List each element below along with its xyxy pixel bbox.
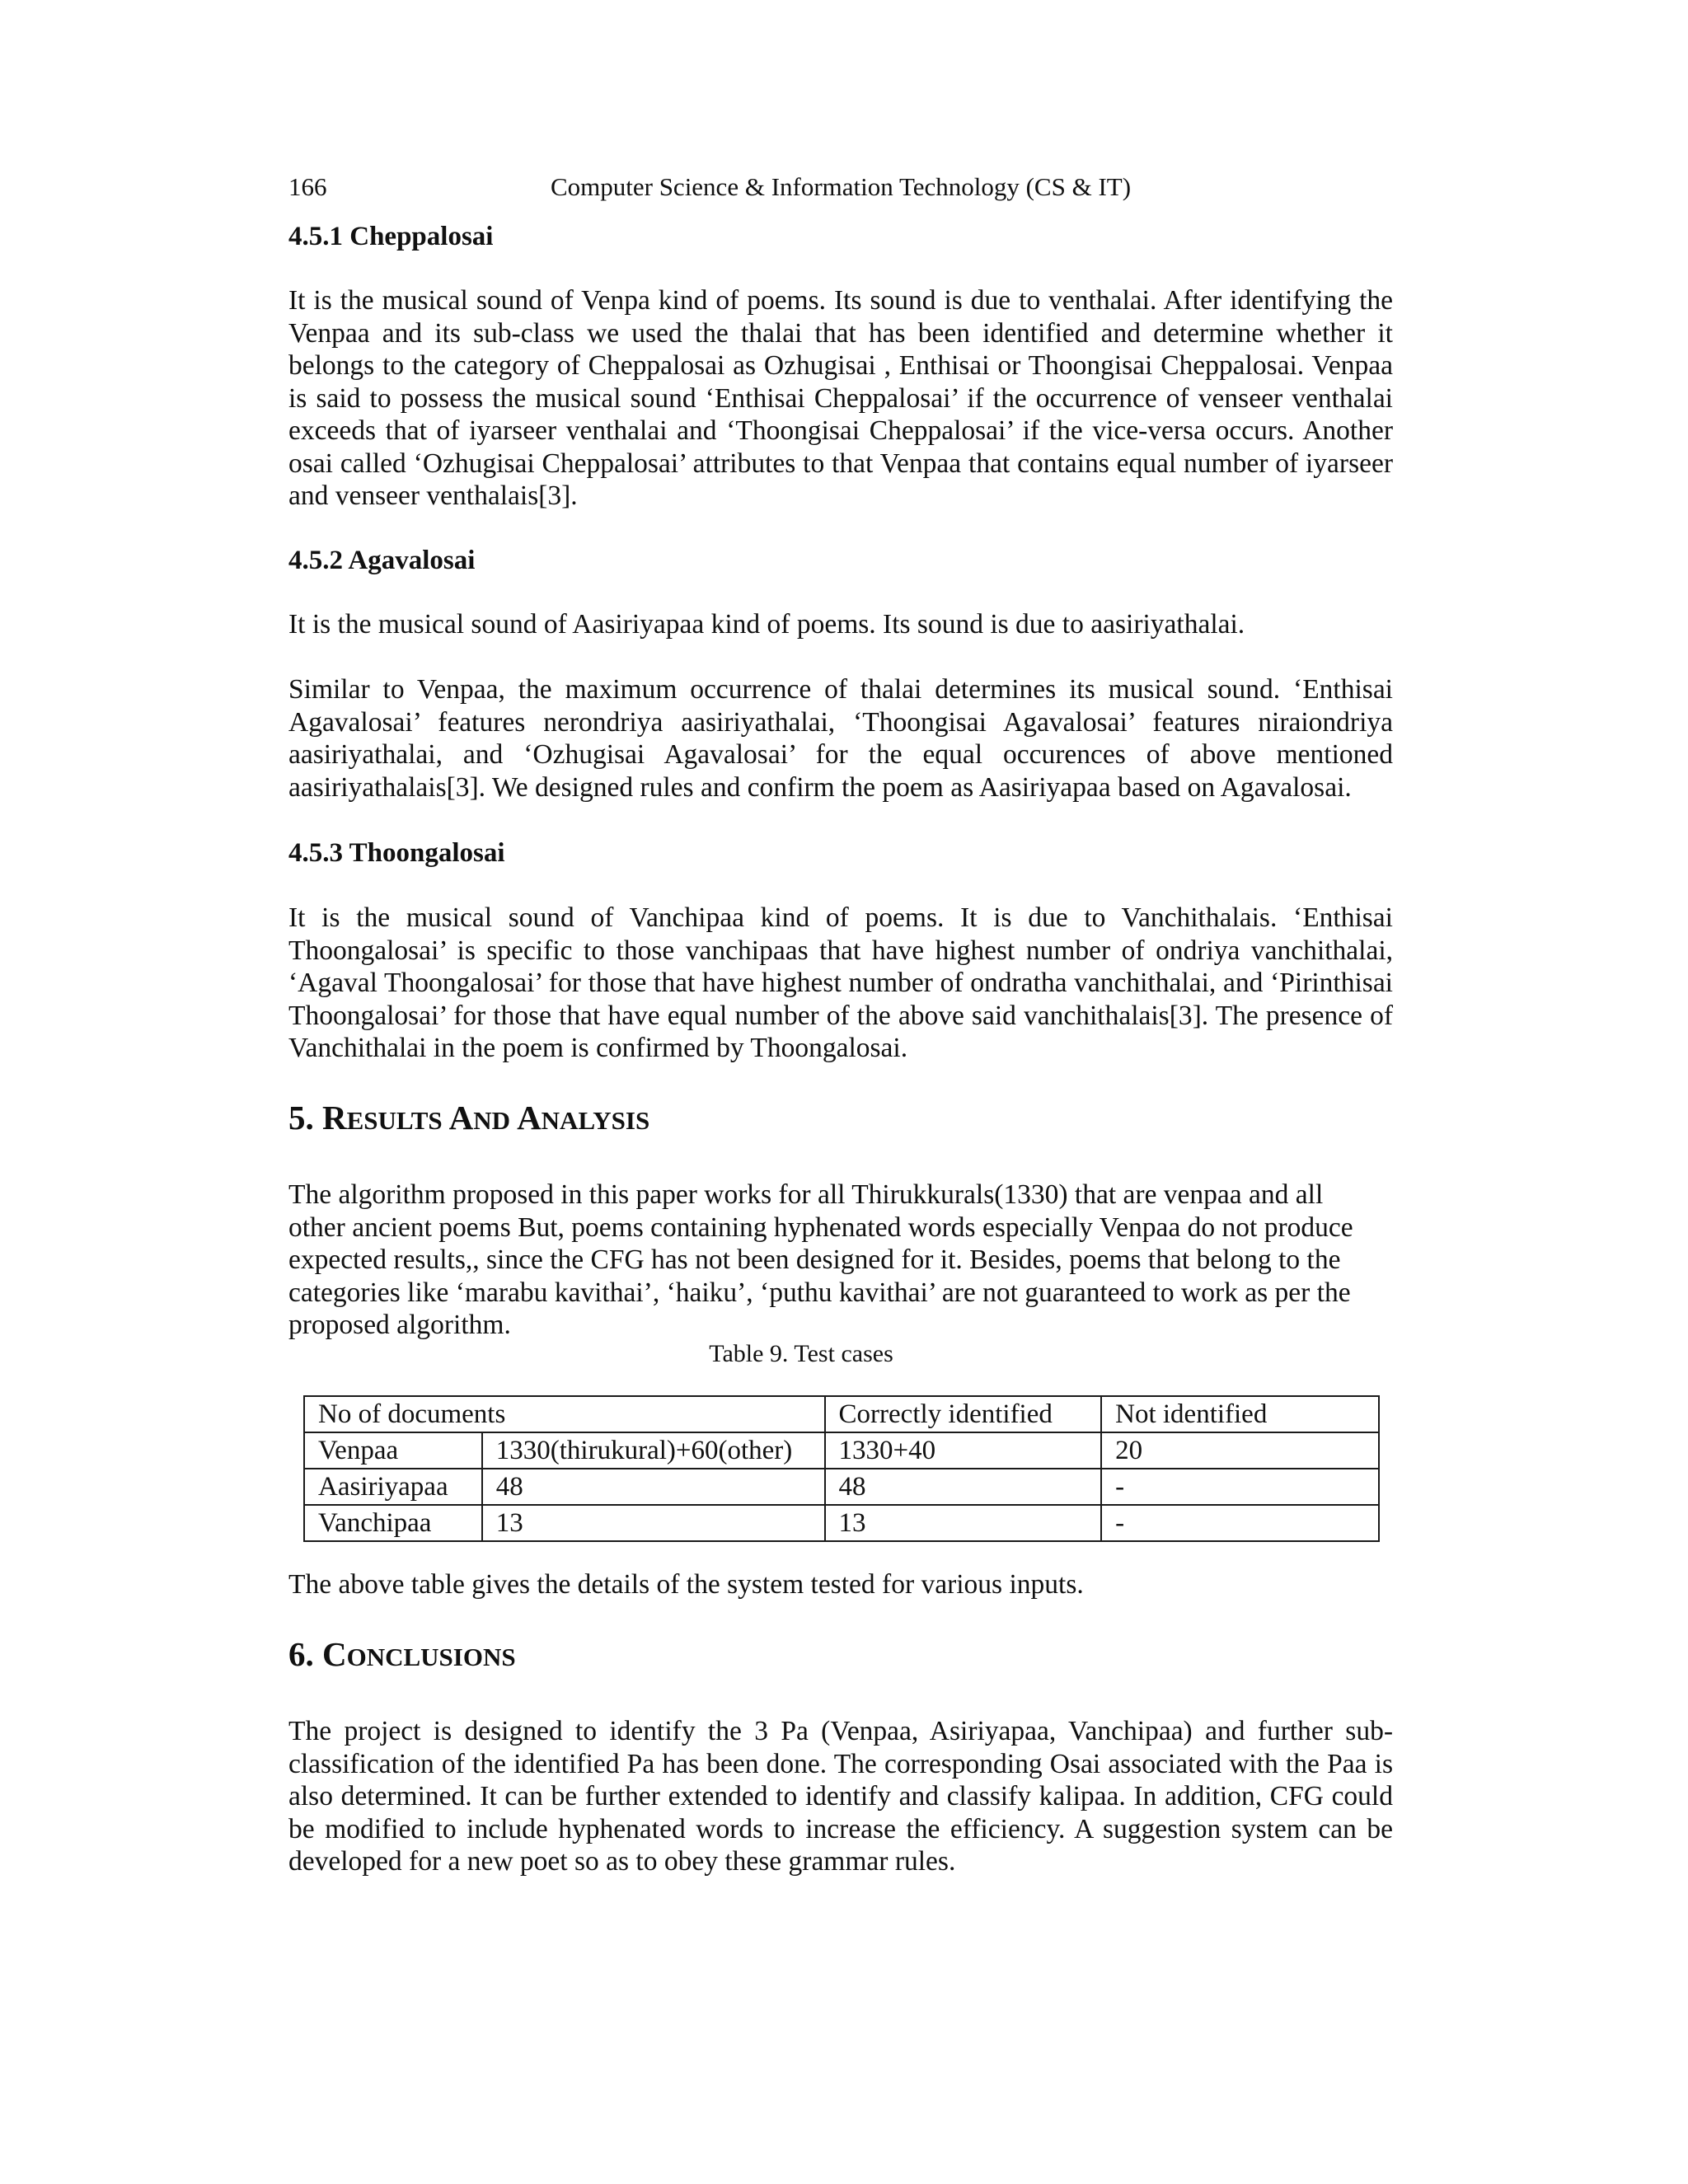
table-cell: Vanchipaa (304, 1505, 482, 1541)
table-row (304, 1505, 1379, 1541)
caption-text: Table 9. Test cases (709, 1340, 893, 1367)
test-cases-table (303, 1395, 1380, 1542)
paragraph-cheppalosai: It is the musical sound of Venpa kind of poems. Its sound is due to venthalai. After identifying the Venpaa and its sub-class we used the thalai that has been identified and determine whether it belongs to the category of Cheppalosai as Ozhugisai , Enthisai or Thoongisai Cheppalosai. Venpaa is said to possess the musical sound ‘Enthisai Cheppalosai’ if the occurrence of venseer venthalai exceeds that of iyarseer venthalai and ‘Thoongisai Cheppalosai’ if the vice-versa occurs. Another osai called ‘Ozhugisai Cheppalosai’ attributes to that Venpaa that contains equal number of iyarseer and venseer venthalais[3]. (288, 285, 1393, 511)
subsection-heading-4-5-2: 4.5.2 Agavalosai (288, 546, 476, 575)
table-cell: Aasiriyapaa (304, 1469, 482, 1505)
subsection-heading-4-5-1: 4.5.1 Cheppalosai (288, 222, 494, 251)
table-cell: 1330(thirukural)+60(other) (482, 1432, 825, 1469)
section-heading-results (288, 1098, 649, 1141)
paragraph-agavalosai-detail: Similar to Venpaa, the maximum occurrence of thalai determines its musical sound. ‘Enthisai Agavalosai’ features nerondriya aasiriyathalai, ‘Thoongisai Agavalosai’ features niraiondriya aasiriyathalai, and ‘Ozhugisai Agavalosai’ for the equal occurences of above mentioned aasiriyathalais[3]. We designed rules and confirm the poem as Aasiriyapaa based on Agavalosai. (288, 674, 1393, 803)
journal-title: Computer Science & Information Technology (CS & IT) (550, 172, 1132, 201)
paragraph-table-note: The above table gives the details of the system tested for various inputs. (288, 1569, 1084, 1600)
heading-letter: R (322, 1099, 347, 1137)
text-line: other ancient poems But, poems containing hyphenated words especially Venpaa do not produce (288, 1212, 1353, 1243)
table-caption (288, 1339, 1393, 1369)
section-heading-conclusions (288, 1634, 516, 1677)
table-cell: 48 (482, 1469, 825, 1505)
heading-smallcaps: ESULTS (346, 1106, 443, 1135)
heading-smallcaps: ND (473, 1106, 511, 1135)
table-cell: 13 (825, 1505, 1102, 1541)
header-cell: Correctly identified (825, 1396, 1102, 1432)
paragraph-results (288, 1179, 1393, 1342)
subsection-heading-4-5-3: 4.5.3 Thoongalosai (288, 838, 505, 868)
table-cell: - (1101, 1505, 1379, 1541)
table-cell: 1330+40 (825, 1432, 1102, 1469)
heading-smallcaps: ONCLUSIONS (346, 1643, 516, 1671)
paragraph-agavalosai-intro: It is the musical sound of Aasiriyapaa kind of poems. Its sound is due to aasiriyathalai. (288, 609, 1245, 640)
heading-letter: A (448, 1099, 474, 1137)
heading-smallcaps: NALYSIS (541, 1106, 650, 1135)
heading-letter: C (322, 1635, 347, 1673)
text-line: The algorithm proposed in this paper works for all Thirukkurals(1330) that are venpaa and all (288, 1179, 1324, 1210)
running-header (288, 171, 1393, 204)
section-number: 5. (288, 1099, 322, 1137)
paragraph-conclusions: The project is designed to identify the 3 Pa (Venpaa, Asiriyapaa, Vanchipaa) and further sub-classification of the identified Pa has been done. The corresponding Osai associated with the Paa is also determined. It can be further extended to identify and classify kalipaa. In addition, CFG could be modified to include hyphenated words to increase the efficiency. A suggestion system can be developed for a new poet so as to obey these grammar rules. (288, 1716, 1393, 1877)
table-cell: Venpaa (304, 1432, 482, 1469)
table-row (304, 1432, 1379, 1469)
table-cell: 48 (825, 1469, 1102, 1505)
section-number: 6. (288, 1635, 322, 1673)
text-line: proposed algorithm. (288, 1310, 511, 1340)
heading-letter: A (517, 1099, 542, 1137)
table-cell: - (1101, 1469, 1379, 1505)
page-number: 166 (288, 172, 327, 201)
table-cell: 20 (1101, 1432, 1379, 1469)
text-line: expected results,, since the CFG has not been designed for it. Besides, poems that belong to the (288, 1244, 1341, 1275)
table-cell: 13 (482, 1505, 825, 1541)
table-row (304, 1469, 1379, 1505)
paragraph-thoongalosai: It is the musical sound of Vanchipaa kind of poems. It is due to Vanchithalais. ‘Enthisai Thoongalosai’ is specific to those vanchipaas that have highest number of ondriya vanchithalai, ‘Agaval Thoongalosai’ for those that have highest number of ondratha vanchithalai, and ‘Pirinthisai Thoongalosai’ for those that have equal number of the above said vanchithalais[3]. The presence of Vanchithalai in the poem is confirmed by Thoongalosai. (288, 902, 1393, 1063)
header-cell: Not identified (1101, 1396, 1379, 1432)
text-line: categories like ‘marabu kavithai’, ‘haiku’, ‘puthu kavithai’ are not guaranteed to work as per the (288, 1277, 1351, 1308)
header-cell: No of documents (304, 1396, 825, 1432)
table-header-row (304, 1396, 1379, 1432)
